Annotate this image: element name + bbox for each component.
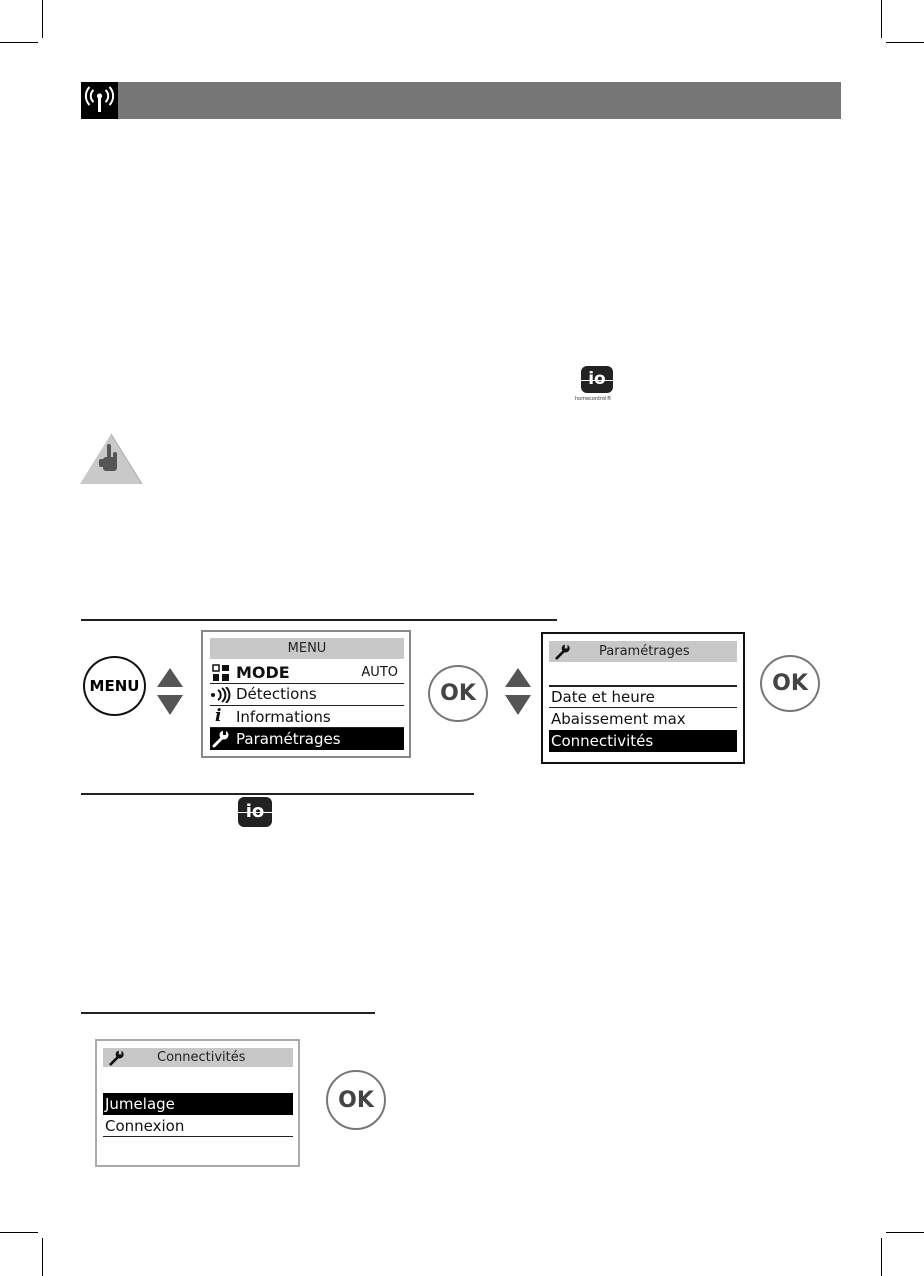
menu-item-mode[interactable]	[210, 662, 404, 684]
parametrages-title-text: Paramétrages	[599, 644, 690, 659]
connectivites-title-text: Connectivités	[157, 1050, 246, 1065]
menu-item-label: Paramétrages	[236, 730, 341, 748]
detection-icon	[210, 687, 232, 707]
wrench-icon	[109, 1049, 125, 1071]
connectivites-title	[103, 1048, 293, 1067]
section-rule	[81, 1012, 375, 1014]
param-item-date[interactable]	[549, 686, 737, 708]
conn-item-jumelage[interactable]	[103, 1093, 293, 1115]
ok-button[interactable]: OK	[428, 665, 488, 722]
crop-mark	[42, 1238, 43, 1276]
crop-mark	[881, 1238, 882, 1276]
io-logo-text: io	[588, 369, 606, 389]
crop-mark	[42, 0, 43, 38]
up-down-arrows-icon[interactable]	[505, 668, 531, 720]
crop-mark	[0, 1232, 38, 1233]
parametrages-title	[549, 641, 737, 662]
conn-item-connexion[interactable]	[103, 1115, 293, 1137]
connectivites-screen	[95, 1039, 300, 1167]
menu-item-label: Informations	[236, 708, 331, 726]
menu-button[interactable]: MENU	[83, 656, 146, 716]
antenna-icon	[81, 82, 118, 119]
menu-item-informations[interactable]	[210, 706, 404, 728]
param-item-label: Abaissement max	[551, 710, 686, 728]
ok-button[interactable]: OK	[760, 655, 820, 712]
up-down-arrows-icon[interactable]	[157, 668, 183, 720]
io-logo	[238, 797, 272, 827]
param-item-connectivites[interactable]	[549, 730, 737, 752]
mode-icon	[212, 664, 230, 686]
menu-item-parametrages[interactable]	[210, 728, 404, 750]
io-logo-caption: homecontrol®	[575, 396, 612, 402]
param-item-label: Date et heure	[551, 688, 655, 706]
io-homecontrol-logo	[581, 366, 613, 393]
crop-mark	[886, 42, 924, 43]
menu-item-label: MODE	[236, 663, 290, 682]
ok-button[interactable]: OK	[326, 1070, 386, 1130]
section-rule	[81, 793, 474, 795]
conn-item-label: Jumelage	[105, 1095, 175, 1113]
note-hand-icon	[78, 432, 144, 492]
menu-item-label: Détections	[236, 685, 317, 703]
menu-title-text: MENU	[287, 641, 327, 656]
mode-value: AUTO	[361, 665, 398, 680]
wrench-icon	[212, 730, 230, 752]
crop-mark	[881, 0, 882, 38]
crop-mark	[886, 1232, 924, 1233]
menu-title	[210, 638, 404, 659]
crop-mark	[0, 42, 38, 43]
info-icon: i	[215, 706, 222, 726]
parametrages-screen	[541, 632, 745, 764]
wrench-icon	[555, 643, 571, 665]
io-logo-text: io	[245, 801, 265, 822]
param-item-abaissement[interactable]	[549, 708, 737, 730]
conn-item-label: Connexion	[105, 1117, 185, 1135]
menu-item-detections[interactable]	[210, 684, 404, 706]
section-rule	[81, 619, 557, 621]
menu-screen	[201, 630, 411, 758]
param-item-label: Connectivités	[551, 732, 654, 750]
section-header-bar	[81, 82, 841, 119]
